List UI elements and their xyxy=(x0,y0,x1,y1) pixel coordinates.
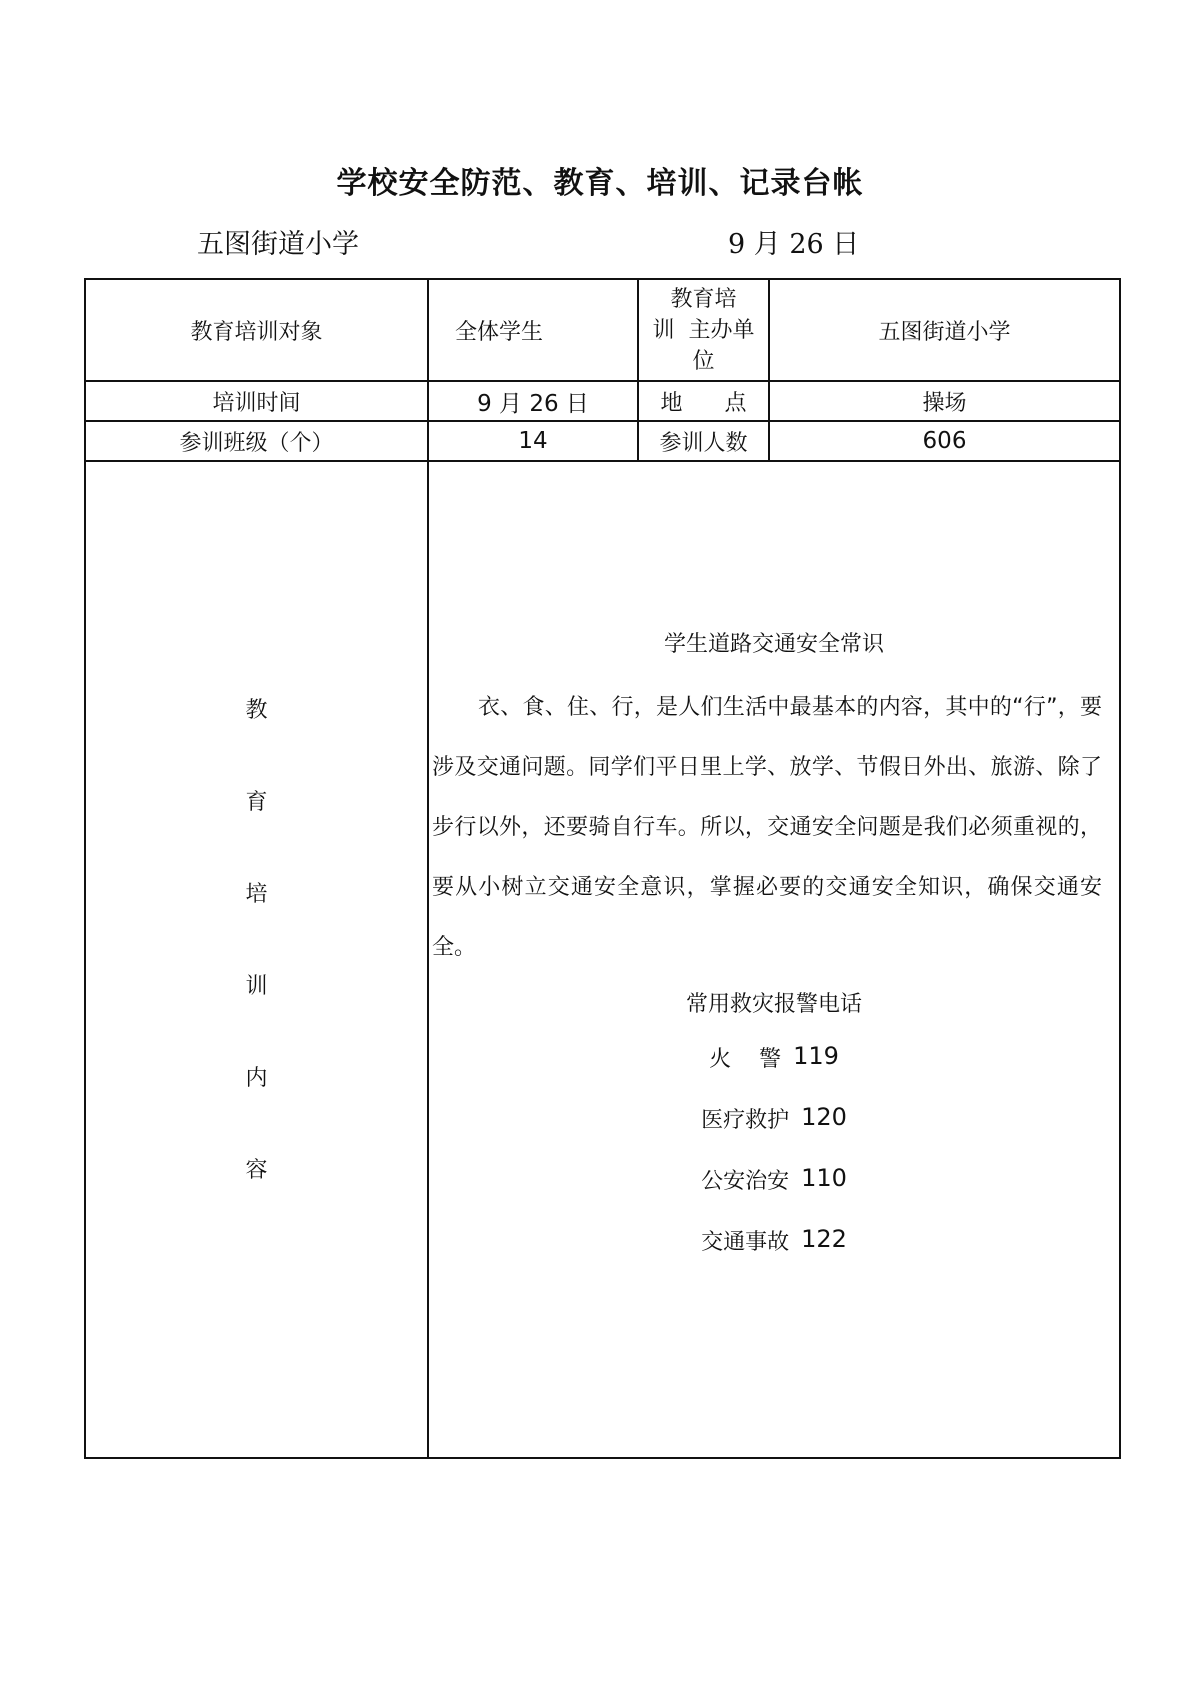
target-value: 全体学生 xyxy=(428,279,638,381)
phone-number: 110 xyxy=(801,1164,847,1192)
time-value: 9 月 26 日 xyxy=(428,381,638,421)
phone-number: 119 xyxy=(793,1042,839,1070)
classes-label: 参训班级（个） xyxy=(85,421,428,461)
phone-name: 医疗救护 xyxy=(701,1108,790,1133)
table-row xyxy=(85,461,1120,1458)
content-label-cell xyxy=(85,461,428,1458)
phone-row xyxy=(429,1164,1119,1225)
organizer-label-line: 位 xyxy=(692,348,715,374)
content-label-char: 内 xyxy=(245,1066,268,1091)
location-value: 操场 xyxy=(769,381,1120,421)
content-label-char: 教 xyxy=(245,698,268,723)
phone-heading: 常用救灾报警电话 xyxy=(685,992,862,1017)
target-label: 教育培训对象 xyxy=(85,279,428,381)
content-paragraph: 衣、食、住、行，是人们生活中最基本的内容，其中的“行”，要涉及交通问题。同学们平日里上学、放学、节假日外出、旅游、除了步行以外，还要骑自行车。所以，交通安全问题是我们必须重视的，要从小树立交通安全意识，掌握必要的交通安全知识，确保交通安全。 xyxy=(432,695,1102,960)
content-cell xyxy=(428,461,1120,1458)
content-heading: 学生道路交通安全常识 xyxy=(663,632,884,657)
organizer-label xyxy=(638,279,769,381)
phone-row xyxy=(429,1042,1119,1103)
phone-row xyxy=(429,1103,1119,1164)
phone-list xyxy=(429,1042,1119,1286)
table-row xyxy=(85,279,1120,381)
document-date: 9 月 26 日 xyxy=(728,229,860,260)
classes-value: 14 xyxy=(428,421,638,461)
phone-name: 交通事故 xyxy=(701,1230,790,1255)
time-label: 培训时间 xyxy=(85,381,428,421)
content-label-char: 容 xyxy=(245,1158,268,1183)
phone-row xyxy=(429,1225,1119,1286)
document-title: 学校安全防范、教育、培训、记录台帐 xyxy=(336,166,864,201)
training-content xyxy=(429,462,1119,1457)
phone-number: 122 xyxy=(801,1225,847,1253)
content-label-char: 培 xyxy=(245,882,268,907)
table-row xyxy=(85,421,1120,461)
organizer-label-line: 训 主办单 xyxy=(652,317,755,343)
phone-name: 火 警 xyxy=(709,1047,782,1072)
participants-label: 参训人数 xyxy=(638,421,769,461)
organizer-label-line: 教育培 xyxy=(670,286,737,312)
content-label-char: 训 xyxy=(245,974,268,999)
location-label: 地 点 xyxy=(638,381,769,421)
content-label xyxy=(86,462,427,1457)
participants-value: 606 xyxy=(769,421,1120,461)
record-table xyxy=(84,278,1121,1459)
organizer-value: 五图街道小学 xyxy=(769,279,1120,381)
phone-number: 120 xyxy=(801,1103,847,1131)
school-name: 五图街道小学 xyxy=(197,229,359,260)
phone-name: 公安治安 xyxy=(701,1169,790,1194)
table-row xyxy=(85,381,1120,421)
content-label-char: 育 xyxy=(245,790,268,815)
